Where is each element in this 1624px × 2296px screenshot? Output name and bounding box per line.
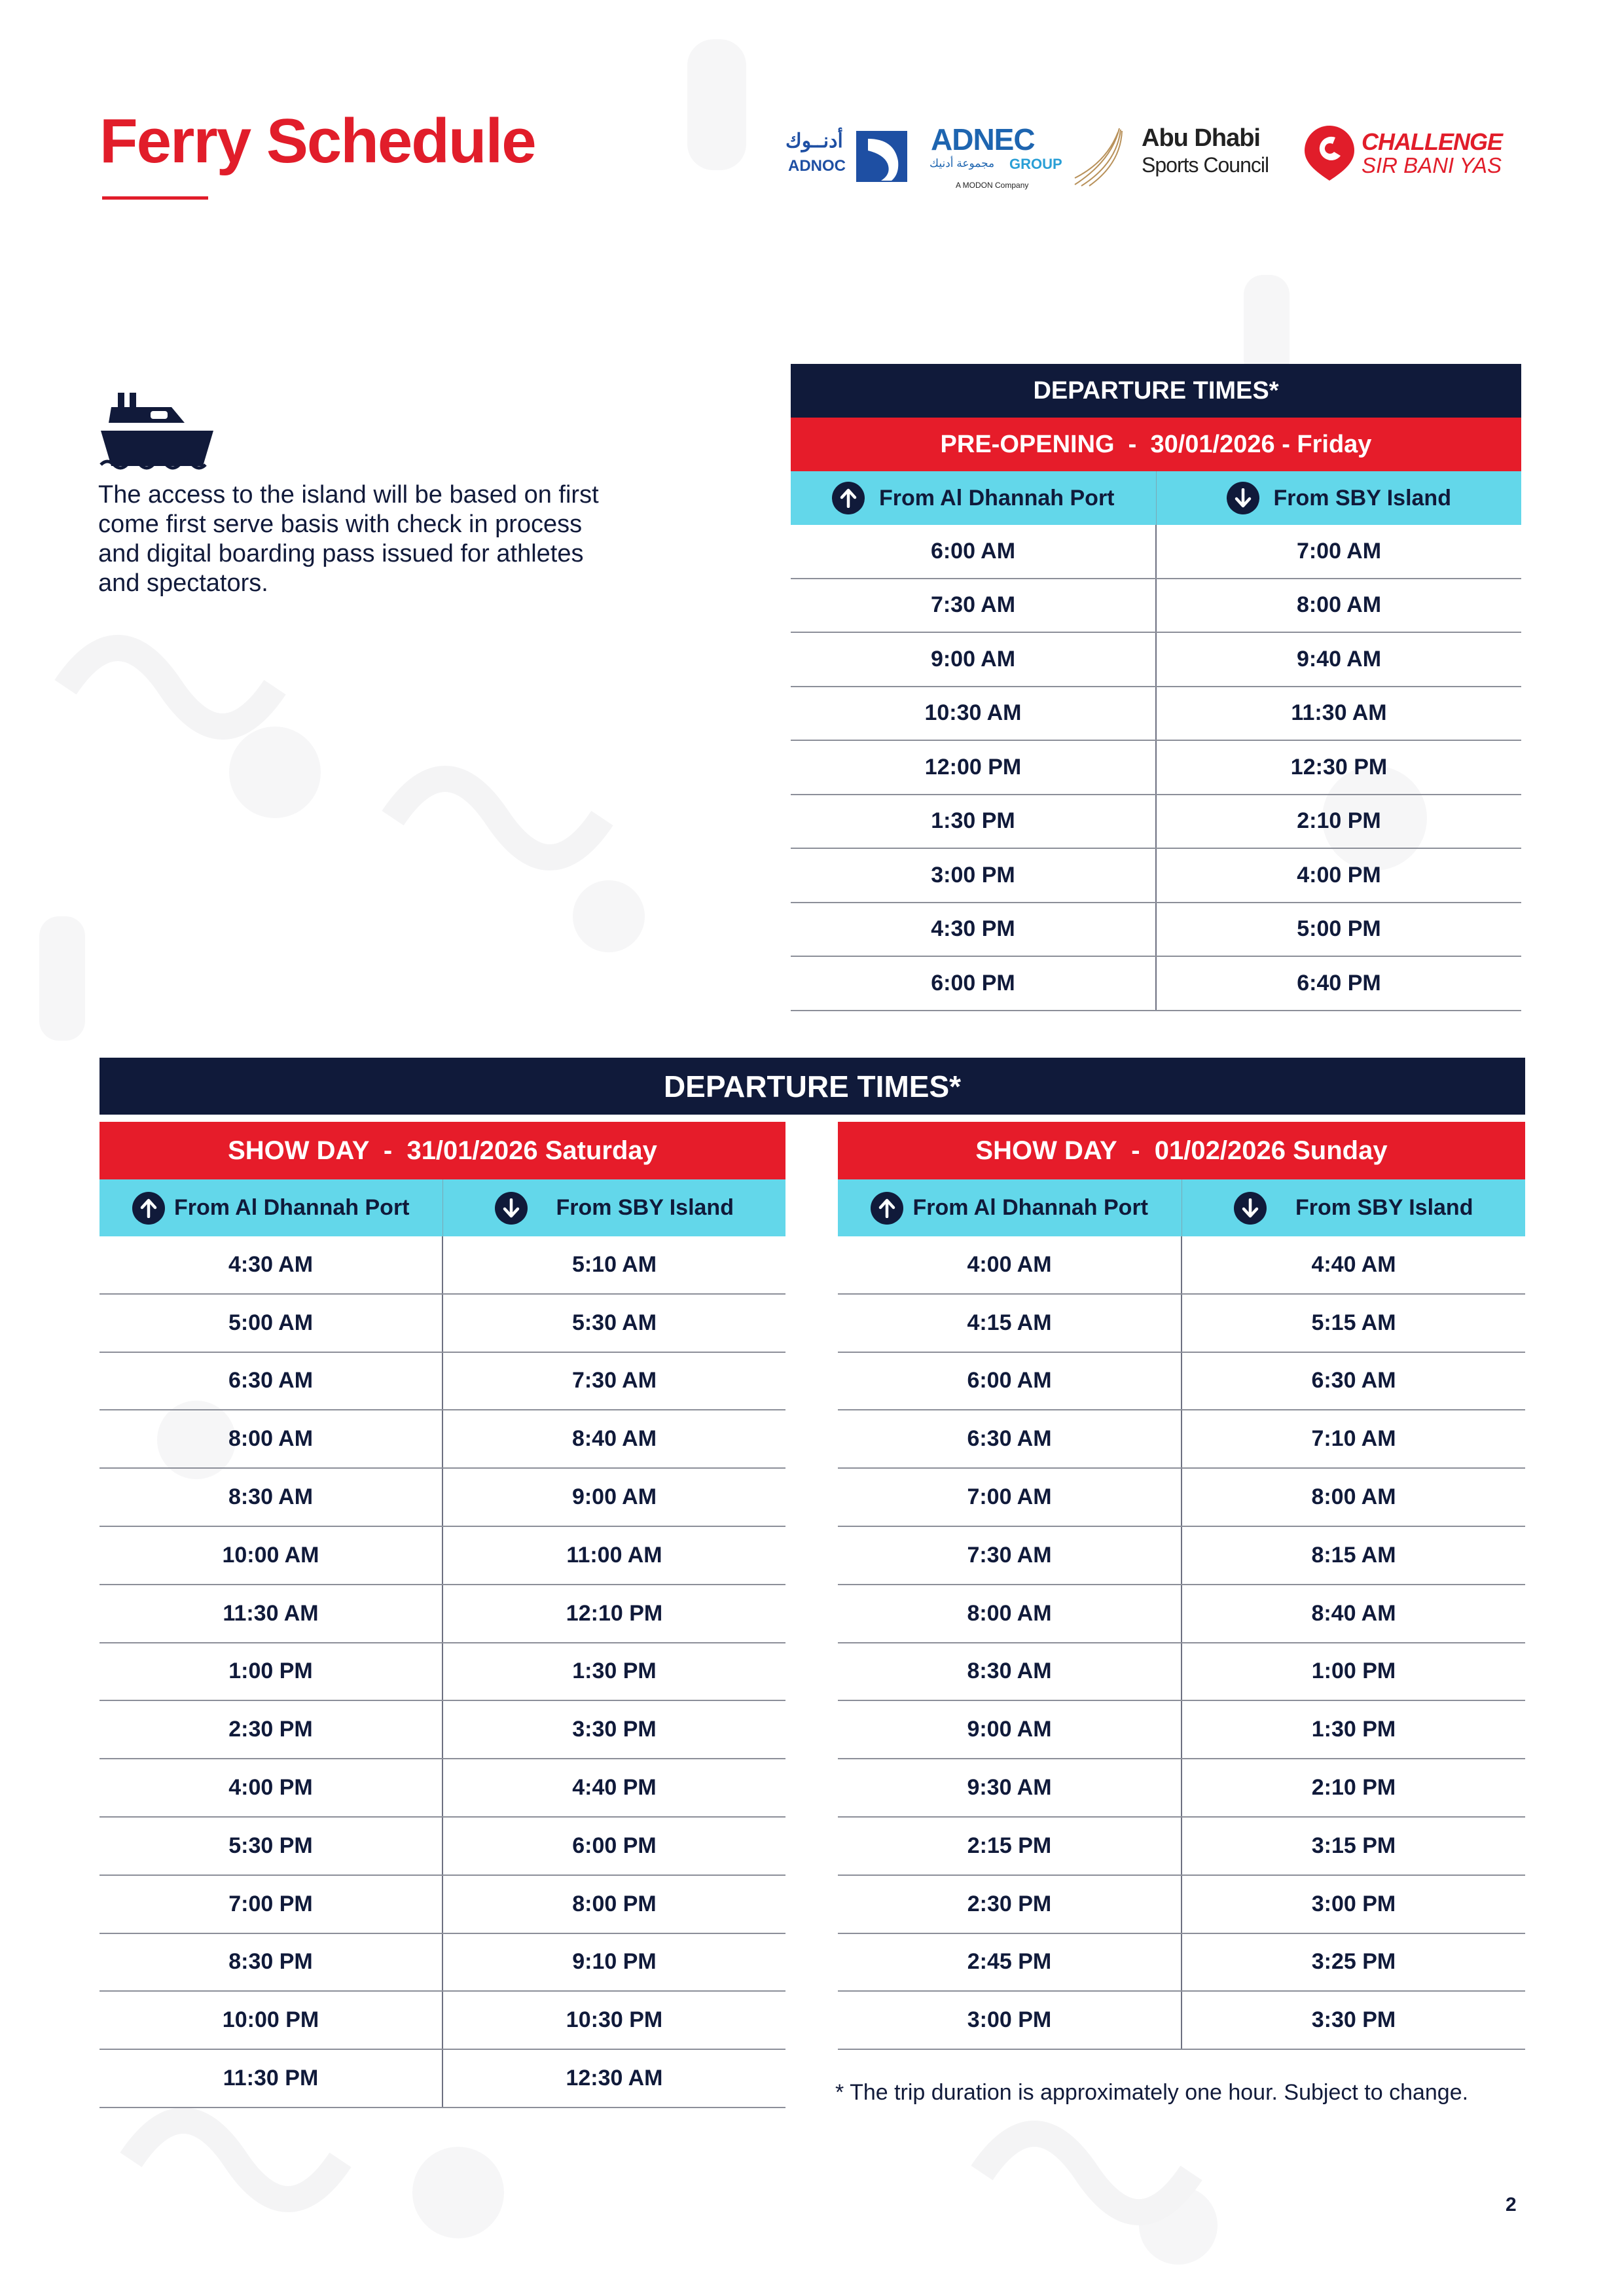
departure-from-port: 7:30 AM — [967, 1542, 1052, 1568]
intro-paragraph: The access to the island will be based on first come first serve basis with check in process and digital boarding pass issued for athletes and spectators. — [98, 481, 599, 597]
departure-from-island: 1:30 PM — [1181, 1701, 1525, 1758]
departure-from-port: 4:30 PM — [931, 916, 1015, 942]
adsc-logo-line2: Sports Council — [1142, 153, 1269, 177]
table-header: DEPARTURE TIMES* — [791, 364, 1521, 418]
departure-from-port: 2:45 PM — [967, 1949, 1052, 1975]
departure-from-island: 5:30 AM — [442, 1295, 785, 1352]
column-header-label: From Al Dhannah Port — [878, 485, 1115, 511]
departure-from-island: 5:10 AM — [442, 1236, 785, 1293]
departure-from-island: 12:30 PM — [1155, 741, 1521, 794]
page-title: Ferry Schedule — [99, 106, 535, 176]
departure-from-island: 9:00 AM — [442, 1469, 785, 1526]
departure-from-port: 9:30 AM — [967, 1775, 1052, 1801]
sunday-table — [838, 1122, 1525, 2050]
departure-from-island: 5:00 PM — [1155, 903, 1521, 956]
table-subheader: PRE-OPENING - 30/01/2026 - Friday — [791, 418, 1521, 471]
table-row — [99, 1876, 785, 1934]
column-header-from-island — [442, 1179, 786, 1236]
table-row — [791, 579, 1521, 634]
departure-from-island: 8:00 PM — [442, 1876, 785, 1933]
departure-from-island: 3:15 PM — [1181, 1818, 1525, 1874]
departure-from-island: 8:00 AM — [1181, 1469, 1525, 1526]
arrow-up-icon — [871, 1192, 903, 1225]
schedule-rows — [791, 525, 1521, 1011]
table-row — [99, 1992, 785, 2050]
table-row — [838, 1236, 1525, 1295]
column-header-from-port — [791, 471, 1156, 525]
departure-from-island: 11:30 AM — [1155, 687, 1521, 740]
departure-from-island: 4:00 PM — [1155, 849, 1521, 902]
adnec-logo-tagline: A MODON Company — [956, 181, 1029, 190]
column-header-label: From SBY Island — [1273, 485, 1451, 511]
departure-from-island: 9:40 AM — [1155, 633, 1521, 686]
table-subheader: SHOW DAY - 31/01/2026 Saturday — [99, 1122, 785, 1179]
adnoc-logo-text: ADNOC — [788, 157, 846, 175]
departure-from-port: 4:15 AM — [967, 1310, 1052, 1335]
table-row — [838, 1295, 1525, 1353]
adnoc-falcon-icon — [856, 131, 907, 182]
table-row — [838, 1353, 1525, 1411]
departure-from-port: 4:00 AM — [967, 1251, 1052, 1277]
departure-from-port: 9:00 AM — [930, 646, 1016, 672]
departure-from-island: 7:00 AM — [1155, 525, 1521, 578]
table-row — [99, 1410, 785, 1469]
table-row — [838, 1992, 1525, 2050]
column-header-label: From SBY Island — [556, 1195, 734, 1220]
departure-from-port: 8:30 AM — [228, 1484, 314, 1510]
column-header-from-port — [99, 1179, 442, 1236]
departure-from-port: 7:00 PM — [228, 1891, 313, 1916]
column-headers — [99, 1179, 785, 1236]
departure-from-island: 2:10 PM — [1181, 1759, 1525, 1816]
departure-from-port: 2:15 PM — [967, 1833, 1052, 1858]
page-number: 2 — [1506, 2194, 1517, 2215]
saturday-table — [99, 1122, 785, 2108]
table-row — [791, 633, 1521, 687]
departure-from-port: 6:30 AM — [967, 1426, 1052, 1452]
departure-from-port: 10:00 PM — [222, 2007, 319, 2033]
table-row — [838, 1701, 1525, 1759]
adnoc-logo — [785, 126, 910, 185]
departure-from-island: 7:10 AM — [1181, 1410, 1525, 1467]
table-row — [99, 1295, 785, 1353]
challenge-logo — [1303, 124, 1532, 190]
departure-from-port: 6:00 AM — [967, 1368, 1052, 1393]
column-header-label: From Al Dhannah Port — [912, 1195, 1149, 1220]
sponsor-logos — [785, 118, 1532, 209]
departure-from-port: 5:30 PM — [228, 1833, 313, 1858]
table-row — [838, 1585, 1525, 1643]
departure-from-port: 8:00 AM — [967, 1600, 1052, 1626]
departure-from-port: 7:30 AM — [930, 592, 1016, 618]
column-headers — [838, 1179, 1525, 1236]
table-row — [838, 1759, 1525, 1818]
adnec-logo-text: ADNEC — [931, 122, 1035, 156]
adsc-feather-icon — [1074, 127, 1139, 187]
departure-from-port: 1:00 PM — [228, 1659, 313, 1684]
table-row — [791, 795, 1521, 850]
departure-from-port: 6:30 AM — [228, 1368, 314, 1393]
table-row — [838, 1876, 1525, 1934]
departure-from-island: 10:30 PM — [442, 1992, 785, 2049]
arrow-down-icon — [1234, 1192, 1267, 1225]
adnec-logo-arabic: مجموعة أدنيك — [929, 157, 995, 170]
departure-from-island: 8:40 AM — [442, 1410, 785, 1467]
departure-from-port: 6:00 AM — [930, 538, 1016, 564]
schedule-rows — [99, 1236, 785, 2108]
adsc-logo-line1: Abu Dhabi — [1142, 124, 1260, 152]
departure-from-island: 1:00 PM — [1181, 1643, 1525, 1700]
table-row — [791, 525, 1521, 579]
adnec-logo-group: GROUP — [1009, 156, 1062, 172]
departure-from-port: 10:00 AM — [222, 1542, 319, 1568]
table-row — [838, 1643, 1525, 1702]
ship-icon — [99, 393, 215, 470]
departure-from-port: 8:30 AM — [967, 1659, 1052, 1684]
table-row — [99, 1469, 785, 1527]
column-headers — [791, 471, 1521, 525]
departure-from-port: 5:00 AM — [228, 1310, 314, 1335]
table-row — [99, 2050, 785, 2108]
table-row — [99, 1353, 785, 1411]
table-row — [838, 1527, 1525, 1585]
column-header-from-port — [838, 1179, 1182, 1236]
column-header-from-island — [1156, 471, 1522, 525]
departure-from-port: 7:00 AM — [967, 1484, 1052, 1510]
challenge-pin-icon — [1303, 124, 1356, 182]
departure-from-port: 4:00 PM — [228, 1775, 313, 1801]
pre-opening-table — [791, 364, 1521, 1011]
departure-from-port: 1:30 PM — [931, 808, 1015, 834]
column-header-from-island — [1182, 1179, 1526, 1236]
departure-from-port: 3:00 PM — [931, 862, 1015, 888]
departure-from-island: 3:30 PM — [1181, 1992, 1525, 2049]
arrow-down-icon — [495, 1192, 528, 1225]
adnoc-logo-arabic: أدنــوك — [785, 130, 843, 152]
departure-from-port: 10:30 AM — [924, 700, 1022, 726]
table-row — [99, 1701, 785, 1759]
departure-from-island: 2:10 PM — [1155, 795, 1521, 848]
departure-from-island: 3:30 PM — [442, 1701, 785, 1758]
title-underline — [102, 196, 208, 200]
table-row — [791, 687, 1521, 742]
departure-from-port: 9:00 AM — [967, 1717, 1052, 1742]
departure-from-island: 8:00 AM — [1155, 579, 1521, 632]
table-row — [99, 1818, 785, 1876]
table-row — [99, 1934, 785, 1992]
departure-from-port: 2:30 PM — [228, 1717, 313, 1742]
table-subheader: SHOW DAY - 01/02/2026 Sunday — [838, 1122, 1525, 1179]
show-days-header: DEPARTURE TIMES* — [99, 1058, 1525, 1115]
departure-from-island: 6:00 PM — [442, 1818, 785, 1874]
departure-from-island: 4:40 AM — [1181, 1236, 1525, 1293]
arrow-up-icon — [832, 482, 865, 514]
table-row — [838, 1469, 1525, 1527]
table-row — [838, 1934, 1525, 1992]
departure-from-island: 8:15 AM — [1181, 1527, 1525, 1584]
departure-from-port: 2:30 PM — [967, 1891, 1052, 1916]
challenge-logo-line2: SIR BANI YAS — [1362, 153, 1502, 177]
departure-from-island: 3:25 PM — [1181, 1934, 1525, 1991]
departure-from-island: 11:00 AM — [442, 1527, 785, 1584]
column-header-label: From Al Dhannah Port — [173, 1195, 410, 1220]
table-row — [791, 741, 1521, 795]
table-row — [99, 1759, 785, 1818]
footnote: * The trip duration is approximately one hour. Subject to change. — [835, 2080, 1469, 2105]
table-row — [99, 1527, 785, 1585]
departure-from-port: 8:00 AM — [228, 1426, 314, 1452]
departure-from-port: 6:00 PM — [931, 970, 1015, 996]
departure-from-port: 4:30 AM — [228, 1251, 314, 1277]
departure-from-port: 11:30 AM — [223, 1600, 319, 1626]
arrow-up-icon — [132, 1192, 165, 1225]
departure-from-island: 5:15 AM — [1181, 1295, 1525, 1352]
arrow-down-icon — [1227, 482, 1259, 514]
departure-from-port: 12:00 PM — [924, 754, 1022, 780]
departure-from-island: 1:30 PM — [442, 1643, 785, 1700]
departure-from-port: 8:30 PM — [228, 1949, 313, 1975]
departure-from-island: 9:10 PM — [442, 1934, 785, 1991]
column-header-label: From SBY Island — [1295, 1195, 1473, 1220]
adsc-logo — [1074, 124, 1270, 190]
table-row — [791, 903, 1521, 958]
table-row — [791, 957, 1521, 1011]
adnec-logo — [929, 122, 1060, 194]
departure-from-island: 12:10 PM — [442, 1585, 785, 1642]
departure-from-island: 12:30 AM — [442, 2050, 785, 2107]
challenge-logo-line1: CHALLENGE — [1362, 128, 1502, 155]
departure-from-island: 3:00 PM — [1181, 1876, 1525, 1933]
departure-from-island: 6:40 PM — [1155, 957, 1521, 1010]
table-row — [99, 1643, 785, 1702]
schedule-rows — [838, 1236, 1525, 2050]
departure-from-port: 11:30 PM — [223, 2066, 319, 2091]
departure-from-port: 3:00 PM — [967, 2007, 1052, 2033]
departure-from-island: 6:30 AM — [1181, 1353, 1525, 1410]
table-row — [99, 1236, 785, 1295]
table-row — [791, 849, 1521, 903]
table-row — [838, 1818, 1525, 1876]
departure-from-island: 7:30 AM — [442, 1353, 785, 1410]
table-row — [99, 1585, 785, 1643]
departure-from-island: 8:40 AM — [1181, 1585, 1525, 1642]
departure-from-island: 4:40 PM — [442, 1759, 785, 1816]
table-row — [838, 1410, 1525, 1469]
